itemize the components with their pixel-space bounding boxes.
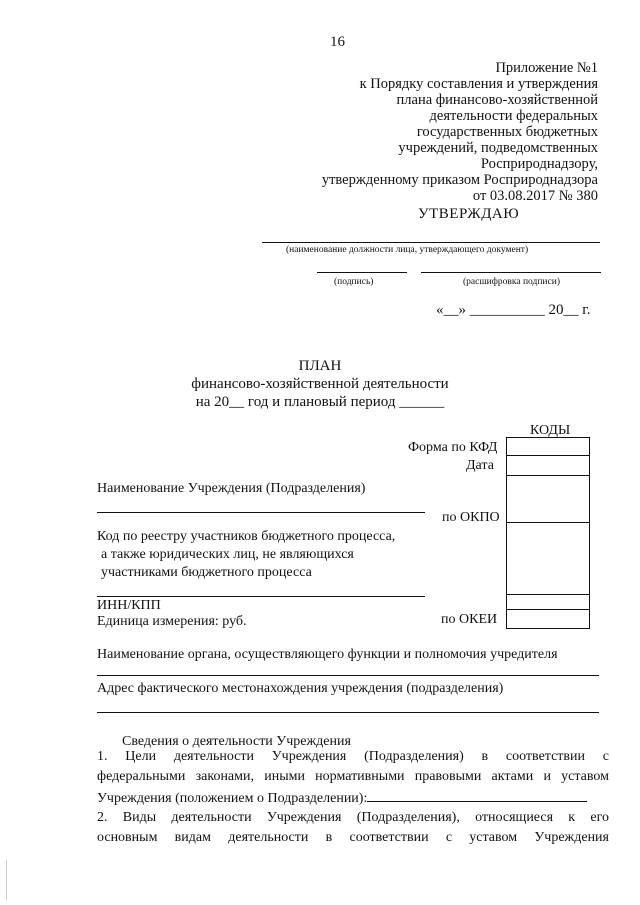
codes-row-divider [506,609,590,610]
activity-item-1 [97,747,609,809]
codes-row-divider [506,475,590,476]
address-label: Адрес фактического местонахождения учреждения (подразделения) [97,681,504,696]
codes-row-divider [506,455,590,456]
activity-item-2-line: 2. Виды деятельности Учреждения (Подразделения), относящиеся к его [97,810,609,825]
codes-header: КОДЫ [530,423,571,438]
codes-table [506,437,590,629]
codes-row-divider [506,522,590,523]
signature-decode-caption: (расшифровка подписи) [463,277,560,287]
appendix-line: Росприроднадзору, [480,156,598,172]
appendix-line: плана финансово-хозяйственной [396,92,598,108]
founder-body-line [97,675,599,676]
okpo-label: по ОКПО [442,510,500,525]
registry-code-line: а также юридических лиц, не являющихся [101,547,354,562]
appendix-block [322,60,598,204]
inn-kpp-label: ИНН/КПП [97,598,161,613]
activity-item-2-line: основным видам деятельности в соответствии с уставом Учреждения [97,830,609,845]
activity-heading: Сведения о деятельности Учреждения [122,734,351,749]
institution-name-line [97,512,425,513]
activity-item-1-line: 1. Цели деятельности Учреждения (Подразделения) в соответствии с [97,749,609,764]
okei-label: по ОКЕИ [441,612,498,627]
codes-row-divider [506,594,590,595]
scan-edge-mark [6,860,7,900]
appendix-line: от 03.08.2017 № 380 [472,188,598,204]
approval-date-line: «__» __________ 20__ г. [436,302,591,318]
date-label: Дата [466,458,494,473]
registry-code-line: Код по реестру участников бюджетного процесса, [97,529,396,544]
activity-item-2 [97,808,609,848]
page-number: 16 [330,34,345,50]
appendix-line: к Порядку составления и утверждения [359,76,598,92]
institution-name-label: Наименование Учреждения (Подразделения) [97,481,366,496]
unit-label: Единица измерения: руб. [97,614,247,629]
position-line [262,242,600,243]
plan-period: на 20__ год и плановый период ______ [195,394,445,410]
appendix-line: государственных бюджетных [416,124,598,140]
appendix-line: учреждений, подведомственных [398,140,598,156]
registry-code-line: участниками бюджетного процесса [101,565,312,580]
signature-decode-line [421,272,601,273]
position-caption: (наименование должности лица, утверждающего документ) [286,245,529,255]
founder-body-label: Наименование органа, осуществляющего функции и полномочия учредителя [97,647,558,662]
plan-subtitle: финансово-хозяйственной деятельности [191,376,449,392]
approval-title: УТВЕРЖДАЮ [418,206,520,222]
appendix-line: утвержденному приказом Росприроднадзора [321,172,598,188]
activity-goals-fill-line [367,787,587,802]
appendix-line: деятельности федеральных [429,108,598,124]
form-kfd-label: Форма по КФД [408,440,498,455]
appendix-line: Приложение №1 [495,60,598,76]
registry-code-line-underline [97,596,425,597]
activity-item-1-line [97,787,609,809]
signature-line [317,272,407,273]
activity-item-1-last-text: Учреждения (положением о Подразделении): [97,791,368,806]
activity-item-1-line: федеральными законами, иными нормативными правовыми актами и уставом [97,769,609,784]
signature-caption: (подпись) [334,277,374,287]
plan-title: ПЛАН [298,358,342,374]
address-line [97,712,599,713]
